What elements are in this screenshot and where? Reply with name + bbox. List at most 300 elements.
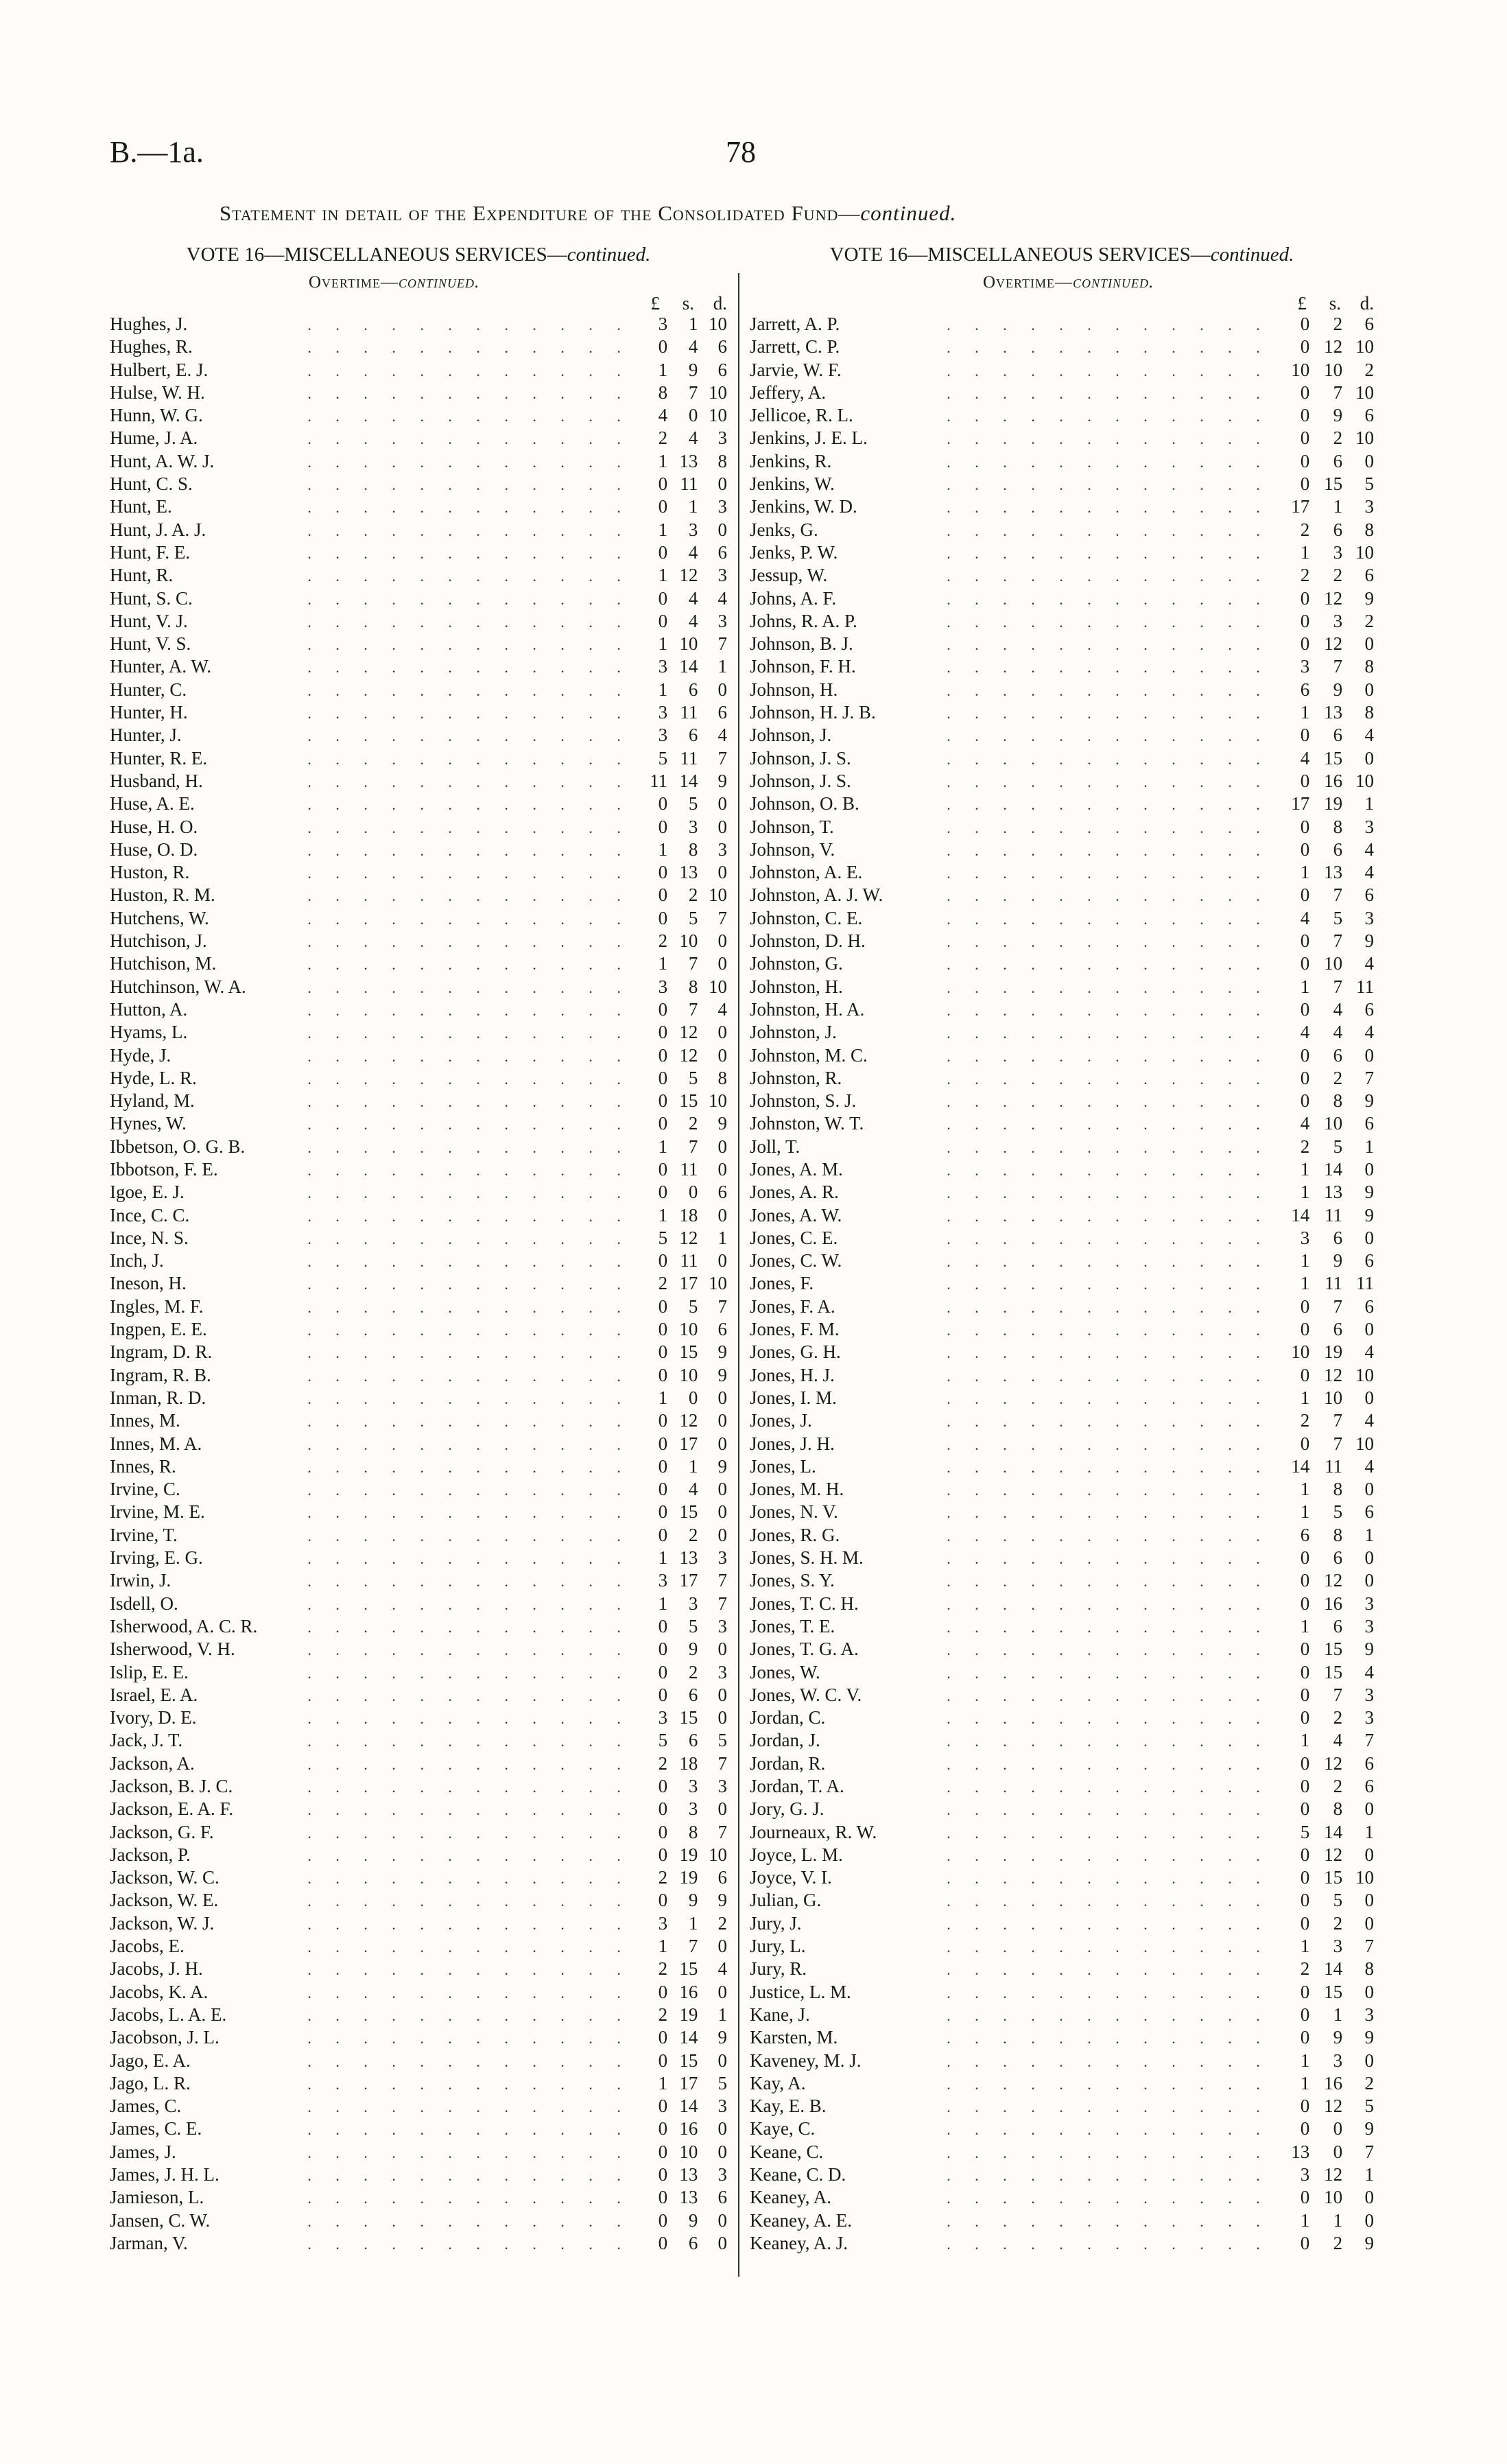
leader-dots: . . . . . . . . . . . .	[947, 1687, 1270, 1704]
pounds-value: 1	[1300, 1387, 1310, 1408]
payee-name: Huston, R. M.	[110, 884, 215, 906]
pounds-value: 0	[658, 1639, 668, 1660]
leader-dots: . . . . . . . . . . . .	[947, 1230, 1270, 1247]
pounds-value: 4	[1300, 1113, 1310, 1134]
pounds-value: 3	[658, 656, 668, 677]
pounds-value: 0	[1300, 1295, 1310, 1317]
payee-name: Jordan, J.	[750, 1730, 820, 1751]
shillings-value: 17	[679, 1433, 698, 1454]
pounds-value: 0	[1300, 1707, 1310, 1728]
pence-value: 7	[717, 1821, 727, 1842]
payee-name: Jacobs, J. H.	[110, 1958, 203, 1980]
pounds-value: 4	[658, 405, 668, 426]
payee-name: Jackson, P.	[110, 1844, 191, 1865]
shillings-unit: s.	[1329, 293, 1341, 314]
pounds-value: 1	[1300, 1158, 1310, 1180]
shillings-value: 12	[679, 565, 698, 586]
shillings-value: 3	[688, 1798, 698, 1820]
ledger-row	[750, 633, 1374, 655]
pounds-value: 3	[1300, 1227, 1310, 1248]
payee-name: Hunn, W. G.	[110, 405, 203, 426]
leader-dots: . . . . . . . . . . . .	[307, 2190, 631, 2207]
shillings-value: 14	[1324, 1958, 1343, 1980]
shillings-value: 9	[1333, 1250, 1343, 1271]
pounds-value: 0	[658, 2164, 668, 2185]
pence-value: 9	[1364, 1639, 1375, 1660]
ledger-row	[750, 1889, 1374, 1912]
pence-value: 7	[1364, 1730, 1375, 1751]
payee-name: Johnson, T.	[750, 816, 834, 837]
payee-name: Hunt, F. E.	[110, 541, 191, 563]
pounds-value: 2	[658, 1273, 668, 1294]
ledger-row	[750, 1112, 1374, 1135]
payee-name: Ingram, D. R.	[110, 1341, 213, 1363]
pounds-value: 0	[658, 1844, 668, 1865]
shillings-unit: s.	[682, 293, 694, 314]
leader-dots: . . . . . . . . . . . .	[307, 2121, 631, 2139]
shillings-value: 5	[688, 1067, 698, 1088]
payee-name: Hughes, J.	[110, 314, 188, 334]
leader-dots: . . . . . . . . . . . .	[307, 796, 631, 814]
payee-name: Jenkins, W.	[750, 473, 835, 495]
shillings-value: 7	[1333, 884, 1343, 906]
pence-value: 0	[717, 1501, 727, 1523]
leader-dots: . . . . . . . . . . . .	[307, 1047, 631, 1065]
leader-dots: . . . . . . . . . . . .	[307, 430, 631, 448]
payee-name: Kaveney, M. J.	[750, 2050, 862, 2071]
ledger-row	[750, 1478, 1374, 1501]
pence-value: 1	[1364, 1136, 1375, 1157]
pounds-value: 5	[658, 1730, 668, 1751]
leader-dots: . . . . . . . . . . . .	[947, 1207, 1270, 1225]
pence-value: 3	[1364, 1707, 1375, 1728]
ledger-row	[750, 1569, 1374, 1592]
ledger-row	[110, 1981, 727, 2004]
leader-dots: . . . . . . . . . . . .	[947, 544, 1270, 562]
pence-value: 9	[1364, 1090, 1375, 1112]
shillings-value: 6	[1333, 1319, 1343, 1340]
leader-dots: . . . . . . . . . . . .	[307, 1710, 631, 1728]
ledger-row	[750, 655, 1374, 678]
payee-name: Johnston, D. H.	[750, 930, 866, 952]
pounds-value: 10	[1291, 1341, 1310, 1363]
pence-value: 1	[1364, 1524, 1375, 1545]
payee-name: Jacobs, E.	[110, 1936, 185, 1957]
shillings-value: 12	[679, 1227, 698, 1248]
shillings-value: 12	[679, 1410, 698, 1431]
payee-name: Jones, J. H.	[750, 1433, 835, 1454]
ledger-row	[750, 1249, 1374, 1272]
ledger-row	[110, 976, 727, 998]
payee-name: Johnston, S. J.	[750, 1090, 857, 1112]
ledger-row	[110, 1136, 727, 1158]
shillings-value: 19	[1324, 793, 1343, 814]
payee-name: Israel, E. A.	[110, 1684, 198, 1705]
pence-value: 10	[709, 1090, 727, 1112]
shillings-value: 7	[688, 998, 698, 1020]
payee-name: Jones, H. J.	[750, 1364, 835, 1385]
leader-dots: . . . . . . . . . . . .	[307, 544, 631, 562]
pounds-value: 2	[658, 427, 668, 449]
pence-value: 5	[717, 1730, 727, 1751]
pounds-value: 0	[658, 1890, 668, 1911]
shillings-value: 15	[679, 1707, 698, 1728]
payee-name: Hutchison, J.	[110, 930, 207, 952]
payee-name: Jury, J.	[750, 1912, 802, 1934]
ledger-row	[750, 1272, 1374, 1295]
leader-dots: . . . . . . . . . . . .	[947, 1664, 1270, 1682]
leader-dots: . . . . . . . . . . . .	[947, 1001, 1270, 1019]
ledger-row	[750, 1821, 1374, 1844]
ledger-row	[110, 1227, 727, 1249]
leader-dots: . . . . . . . . . . . .	[947, 1481, 1270, 1499]
pence-value: 10	[709, 382, 727, 403]
pounds-unit: £	[650, 293, 660, 314]
shillings-value: 11	[680, 747, 698, 768]
payee-name: Johnson, H.	[750, 679, 838, 700]
pounds-value: 0	[658, 1981, 668, 2002]
pence-value: 10	[709, 1844, 727, 1865]
right-column	[750, 244, 1374, 2255]
payee-name: Jansen, C. W.	[110, 2209, 211, 2231]
leader-dots: . . . . . . . . . . . .	[947, 499, 1270, 517]
shillings-value: 15	[679, 1501, 698, 1523]
pounds-value: 0	[658, 1455, 668, 1477]
pounds-value: 1	[658, 450, 668, 471]
column-divider	[738, 273, 739, 2277]
pence-value: 0	[1364, 1547, 1375, 1569]
pence-value: 0	[1364, 1912, 1375, 1934]
pounds-value: 0	[658, 610, 668, 631]
pounds-value: 3	[658, 1570, 668, 1591]
payee-name: Hyland, M.	[110, 1090, 195, 1112]
shillings-value: 4	[688, 610, 698, 631]
pence-value: 1	[717, 656, 727, 677]
leader-dots: . . . . . . . . . . . .	[947, 1595, 1270, 1613]
shillings-value: 15	[1324, 1981, 1343, 2002]
ledger-row	[110, 1844, 727, 1866]
leader-dots: . . . . . . . . . . . .	[307, 1915, 631, 1933]
shillings-value: 7	[1333, 382, 1343, 403]
shillings-value: 6	[1333, 1227, 1343, 1248]
pence-value: 6	[1364, 1501, 1375, 1523]
ledger-row	[110, 701, 727, 724]
ledger-row	[750, 1684, 1374, 1706]
leader-dots: . . . . . . . . . . . .	[947, 1755, 1270, 1773]
ledger-row	[110, 998, 727, 1021]
payee-name: Jones, L.	[750, 1455, 816, 1477]
pence-value: 10	[1355, 1867, 1375, 1888]
ledger-row	[750, 2095, 1374, 2117]
shillings-value: 19	[1324, 1341, 1343, 1363]
pounds-value: 0	[658, 1821, 668, 1842]
shillings-value: 13	[679, 2164, 698, 2185]
pounds-value: 1	[1300, 1182, 1310, 1203]
statement-title: Statement in detail of the Expenditure of the Consolidated Fund—continued.	[219, 201, 957, 225]
shillings-value: 4	[1333, 1022, 1343, 1043]
payee-name: Jago, L. R.	[110, 2072, 191, 2093]
ledger-row	[750, 1433, 1374, 1455]
shillings-value: 9	[1333, 2027, 1343, 2048]
shillings-value: 15	[1324, 1867, 1343, 1888]
pence-value: 3	[717, 565, 727, 586]
shillings-value: 1	[1333, 2209, 1343, 2231]
payee-name: Inch, J.	[110, 1250, 164, 1271]
ledger-row	[110, 359, 727, 382]
payee-name: Johnston, M. C.	[750, 1044, 868, 1066]
shillings-value: 13	[1324, 1182, 1343, 1203]
pence-value: 3	[1364, 907, 1375, 928]
shillings-value: 2	[1333, 1067, 1343, 1088]
payee-name: Igoe, E. J.	[110, 1182, 185, 1203]
payee-name: Justice, L. M.	[750, 1981, 851, 2002]
pence-value: 8	[717, 450, 727, 471]
pounds-value: 0	[658, 1067, 668, 1088]
leader-dots: . . . . . . . . . . . .	[307, 408, 631, 425]
ledger-row	[750, 1181, 1374, 1204]
pounds-value: 0	[1300, 473, 1310, 495]
pence-value: 7	[1364, 1936, 1375, 1957]
leader-dots: . . . . . . . . . . . .	[947, 1367, 1270, 1385]
shillings-value: 0	[688, 1182, 698, 1203]
pounds-value: 0	[658, 884, 668, 906]
pence-value: 2	[1364, 359, 1375, 380]
pence-value: 0	[1364, 2187, 1375, 2208]
ledger-row	[110, 541, 727, 564]
payee-name: Hughes, R.	[110, 336, 193, 357]
shillings-value: 2	[1333, 2232, 1343, 2253]
leader-dots: . . . . . . . . . . . .	[307, 1846, 631, 1864]
shillings-value: 15	[679, 2050, 698, 2071]
pence-value: 0	[717, 1136, 727, 1157]
pence-value: 9	[717, 2027, 727, 2048]
pounds-value: 0	[658, 793, 668, 814]
leader-dots: . . . . . . . . . . . .	[947, 956, 1270, 974]
pounds-value: 1	[1300, 862, 1310, 883]
pounds-value: 1	[1300, 1479, 1310, 1500]
ledger-row	[110, 724, 727, 747]
ledger-row	[750, 679, 1374, 701]
leader-dots: . . . . . . . . . . . .	[307, 1276, 631, 1293]
ledger-row	[750, 2050, 1374, 2072]
pounds-value: 0	[1300, 2187, 1310, 2208]
shillings-value: 7	[1333, 1684, 1343, 1705]
pounds-value: 0	[658, 1319, 668, 1340]
shillings-value: 12	[1324, 2164, 1343, 2185]
pounds-value: 0	[658, 1364, 668, 1385]
pounds-value: 0	[1300, 1776, 1310, 1796]
pounds-value: 1	[658, 1136, 668, 1157]
pence-value: 0	[717, 1981, 727, 2002]
pence-value: 3	[717, 496, 727, 517]
shillings-value: 12	[1324, 1364, 1343, 1385]
shillings-value: 17	[679, 1570, 698, 1591]
payee-name: Hunter, J.	[110, 725, 182, 746]
payee-name: Jones, W. C. V.	[750, 1684, 862, 1705]
pence-value: 4	[1364, 862, 1375, 883]
pence-value: 6	[1364, 1113, 1375, 1134]
shillings-value: 1	[688, 1912, 698, 1934]
ledger-row	[750, 336, 1374, 358]
ledger-row	[110, 2163, 727, 2186]
pence-value: 10	[1355, 336, 1375, 357]
payee-name: Johnson, O. B.	[750, 793, 859, 814]
pence-value: 3	[1364, 816, 1375, 837]
pence-value: 0	[717, 1250, 727, 1271]
payee-name: Ineson, H.	[110, 1273, 187, 1294]
pounds-value: 2	[1300, 565, 1310, 586]
pence-value: 6	[717, 1867, 727, 1888]
pence-value: 3	[717, 2164, 727, 2185]
pence-value: 0	[717, 2118, 727, 2139]
ledger-row	[750, 952, 1374, 975]
pence-value: 3	[717, 1776, 727, 1796]
pence-value: 10	[709, 314, 727, 334]
pence-value: 0	[717, 862, 727, 883]
payee-name: Ingles, M. F.	[110, 1295, 204, 1317]
payee-name: Hyde, J.	[110, 1044, 171, 1066]
ledger-row	[110, 450, 727, 473]
payee-name: Johnson, H. J. B.	[750, 702, 876, 723]
ledger-row	[750, 1615, 1374, 1638]
pence-value: 1	[1364, 1821, 1375, 1842]
payee-name: Hunt, E.	[110, 496, 172, 517]
ledger-row	[110, 816, 727, 838]
right-ledger	[750, 313, 1374, 2255]
pence-value: 0	[1364, 1158, 1375, 1180]
payee-name: Jarrett, A. P.	[750, 314, 840, 334]
payee-name: Hutchison, M.	[110, 953, 217, 974]
payee-name: Jamieson, L.	[110, 2187, 204, 2208]
leader-dots: . . . . . . . . . . . .	[947, 1870, 1270, 1888]
shillings-value: 6	[688, 679, 698, 700]
leader-dots: . . . . . . . . . . . .	[947, 1824, 1270, 1842]
pence-value: 0	[717, 1936, 727, 1957]
leader-dots: . . . . . . . . . . . .	[307, 1892, 631, 1910]
shillings-value: 6	[688, 1684, 698, 1705]
pounds-value: 2	[658, 1958, 668, 1980]
shillings-value: 6	[688, 2232, 698, 2253]
payee-name: Joyce, L. M.	[750, 1844, 843, 1865]
payee-name: Jones, N. V.	[750, 1501, 838, 1523]
payee-name: Jago, E. A.	[110, 2050, 191, 2071]
ledger-row	[110, 1455, 727, 1478]
ledger-row	[750, 1387, 1374, 1409]
pence-value: 8	[1364, 1958, 1375, 1980]
pounds-value: 1	[1300, 1501, 1310, 1523]
leader-dots: . . . . . . . . . . . .	[947, 567, 1270, 585]
leader-dots: . . . . . . . . . . . .	[307, 1230, 631, 1247]
pence-value: 0	[1364, 747, 1375, 768]
leader-dots: . . . . . . . . . . . .	[307, 910, 631, 928]
leader-dots: . . . . . . . . . . . .	[947, 1573, 1270, 1591]
pence-value: 3	[1364, 496, 1375, 517]
shillings-value: 7	[1333, 1295, 1343, 1317]
pounds-value: 6	[1300, 1524, 1310, 1545]
pounds-value: 4	[1300, 907, 1310, 928]
leader-dots: . . . . . . . . . . . .	[307, 476, 631, 494]
payee-name: Jordan, R.	[750, 1752, 826, 1774]
shillings-value: 7	[1333, 976, 1343, 997]
pence-value: 1	[1364, 2164, 1375, 2185]
payee-name: Journeaux, R. W.	[750, 1821, 877, 1842]
ledger-row	[750, 541, 1374, 564]
ledger-row	[110, 2186, 727, 2209]
ledger-row	[750, 1706, 1374, 1729]
payee-name: Hutchens, W.	[110, 907, 209, 928]
leader-dots: . . . . . . . . . . . .	[947, 1733, 1270, 1750]
ledger-row	[110, 1935, 727, 1958]
ledger-row	[750, 359, 1374, 382]
ledger-row	[750, 1638, 1374, 1661]
leader-dots: . . . . . . . . . . . .	[307, 1595, 631, 1613]
leader-dots: . . . . . . . . . . . .	[307, 1504, 631, 1522]
shillings-value: 15	[679, 1341, 698, 1363]
payee-name: Jones, F. A.	[750, 1295, 835, 1317]
pence-value: 0	[1364, 1981, 1375, 2002]
leader-dots: . . . . . . . . . . . .	[307, 1413, 631, 1431]
payee-name: Keane, C.	[750, 2141, 824, 2162]
shillings-value: 3	[688, 1593, 698, 1614]
pounds-value: 0	[658, 816, 668, 837]
shillings-value: 6	[1333, 450, 1343, 471]
pence-value: 4	[717, 725, 727, 746]
pence-value: 0	[717, 1798, 727, 1820]
leader-dots: . . . . . . . . . . . .	[947, 1116, 1270, 1134]
ledger-row	[750, 1044, 1374, 1067]
leader-dots: . . . . . . . . . . . .	[307, 1116, 631, 1134]
payee-name: Ibbetson, O. G. B.	[110, 1136, 246, 1157]
shillings-value: 12	[1324, 336, 1343, 357]
leader-dots: . . . . . . . . . . . .	[947, 659, 1270, 677]
payee-name: Jones, C. E.	[750, 1227, 838, 1248]
pence-value: 0	[717, 1639, 727, 1660]
ledger-row	[110, 519, 727, 541]
pence-value: 0	[717, 2141, 727, 2162]
pence-value: 4	[717, 587, 727, 609]
ledger-row	[750, 587, 1374, 610]
shillings-value: 7	[1333, 1433, 1343, 1454]
pounds-value: 0	[1300, 770, 1310, 791]
leader-dots: . . . . . . . . . . . .	[947, 1389, 1270, 1407]
pence-value: 0	[717, 1433, 727, 1454]
ledger-row	[750, 1295, 1374, 1318]
ledger-row	[750, 1501, 1374, 1523]
ledger-row	[110, 1684, 727, 1706]
shillings-value: 12	[1324, 2096, 1343, 2117]
leader-dots: . . . . . . . . . . . .	[947, 1915, 1270, 1933]
ledger-row	[110, 1524, 727, 1547]
leader-dots: . . . . . . . . . . . .	[307, 1687, 631, 1704]
pence-value: 4	[1364, 725, 1375, 746]
payee-name: Jones, S. Y.	[750, 1570, 835, 1591]
pounds-value: 0	[658, 1433, 668, 1454]
pence-value: 3	[717, 1547, 727, 1569]
leader-dots: . . . . . . . . . . . .	[307, 1435, 631, 1453]
pence-value: 6	[717, 1319, 727, 1340]
pence-value: 9	[717, 770, 727, 791]
shillings-value: 15	[1324, 473, 1343, 495]
payee-name: Innes, M.	[110, 1410, 180, 1431]
ledger-row	[750, 1204, 1374, 1227]
pence-value: 0	[717, 1204, 727, 1225]
shillings-value: 5	[688, 1615, 698, 1636]
ledger-row	[110, 952, 727, 975]
payee-name: Johns, R. A. P.	[750, 610, 857, 631]
payee-name: Ivory, D. E.	[110, 1707, 197, 1728]
pence-value: 4	[1364, 838, 1375, 860]
pence-value: 0	[1364, 679, 1375, 700]
